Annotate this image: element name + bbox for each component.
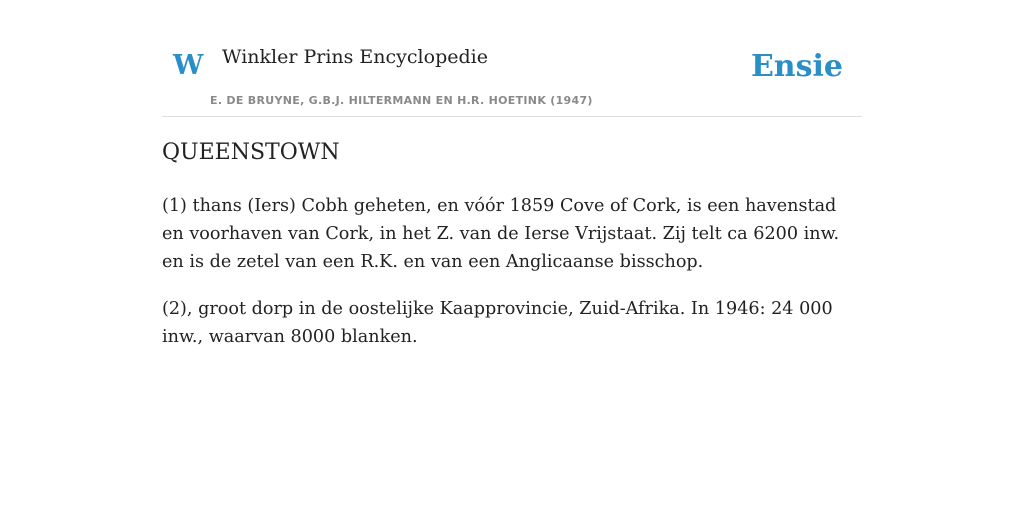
entry-content [162,139,862,370]
entry-paragraph-2: (2), groot dorp in de oostelijke Kaapprovincie, Zuid-Afrika. In 1946: 24 000 inw., waarvan 8000 blanken. [162,298,833,347]
winkler-prins-logo[interactable]: W [173,50,204,81]
book-title[interactable]: Winkler Prins Encyclopedie [222,46,488,68]
entry-title: QUEENSTOWN [162,140,340,165]
book-authors: E. DE BRUYNE, G.B.J. HILTERMANN EN H.R. HOETINK (1947) [210,94,593,107]
entry-paragraph-1: (1) thans (Iers) Cobh geheten, en vóór 1859 Cove of Cork, is een havenstad en voorhaven van Cork, in het Z. van de Ierse Vrijstaat. Zij telt ca 6200 inw. en is de zetel van een R.K. en van een Anglicaanse bisschop. [162,195,840,272]
ensie-logo[interactable]: Ensie [750,49,843,84]
header [162,0,862,117]
